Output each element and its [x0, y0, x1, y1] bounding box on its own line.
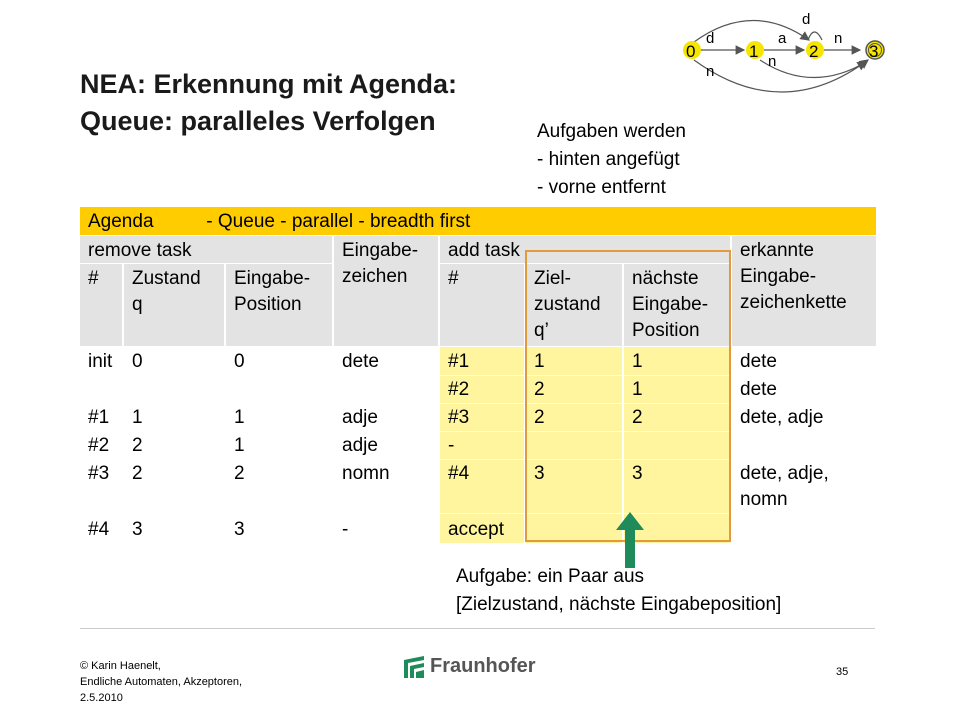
- label-a: a: [778, 30, 787, 47]
- automaton-diagram: [672, 6, 892, 102]
- header-remove-task: remove task: [80, 236, 332, 263]
- header-add-task: add task: [440, 236, 730, 263]
- edge-2-2-d: [808, 32, 822, 40]
- title-line-1: NEA: Erkennung mit Agenda:: [80, 69, 458, 99]
- agenda-table: Agenda - Queue - parallel - breadth first remove task Eingabe- zeichen add task erkannte Eingabe- zeichenkette # Zustand q Eingabe- Position # Ziel- zustand q’ nächste Eingabe- Position init 0 0 dete #1 1 1 dete #2 2 1 dete #1 1 1 adje #3 2 2 dete, adje #2 2 1 adje - #3 2 2 nomn #4 3 3 dete, adje, nomn #4 3 3 - accept: [80, 207, 876, 543]
- title-line-2: Queue: paralleles Verfolgen: [80, 106, 436, 136]
- subheader-add-num: #: [440, 264, 524, 346]
- state-0-label: 0: [686, 42, 696, 61]
- header-recognized: erkannte Eingabe- zeichenkette: [732, 236, 876, 346]
- fraunhofer-logo-icon: [402, 654, 428, 680]
- fraunhofer-logo-text: Fraunhofer: [430, 655, 536, 677]
- pair-note: Aufgabe: ein Paar aus [Zielzustand, nächste Eingabeposition]: [456, 566, 782, 615]
- label-n2: n: [768, 53, 777, 70]
- edge-0-3-n: [694, 60, 868, 92]
- table-header-main: Agenda - Queue - parallel - breadth first: [80, 207, 876, 235]
- page-number: 35: [836, 666, 849, 678]
- label-d2: d: [802, 11, 811, 28]
- pair-highlight-box: [525, 250, 731, 542]
- state-1-label: 1: [749, 42, 759, 61]
- label-n1: n: [706, 63, 715, 80]
- state-2-label: 2: [809, 42, 819, 61]
- header-input-char: Eingabe- zeichen: [334, 236, 438, 346]
- slide-title: [80, 66, 457, 140]
- subheader-state: Zustand q: [124, 264, 224, 346]
- footer-credit: © Karin Haenelt, Endliche Automaten, Akzeptoren, 2.5.2010: [80, 660, 243, 704]
- state-3-label: 3: [869, 42, 879, 61]
- green-arrow-icon: [616, 512, 644, 568]
- subheader-target-state: Ziel- zustand q’: [526, 264, 622, 346]
- queue-note: Aufgaben werden - hinten angefügt - vorne entfernt: [537, 121, 686, 198]
- footer-divider: [80, 628, 875, 629]
- subheader-next-position: nächste Eingabe- Position: [624, 264, 730, 346]
- label-n3: n: [834, 30, 843, 47]
- subheader-input-position: Eingabe- Position: [226, 264, 332, 346]
- subheader-remove-num: #: [80, 264, 122, 346]
- label-d1: d: [706, 30, 715, 47]
